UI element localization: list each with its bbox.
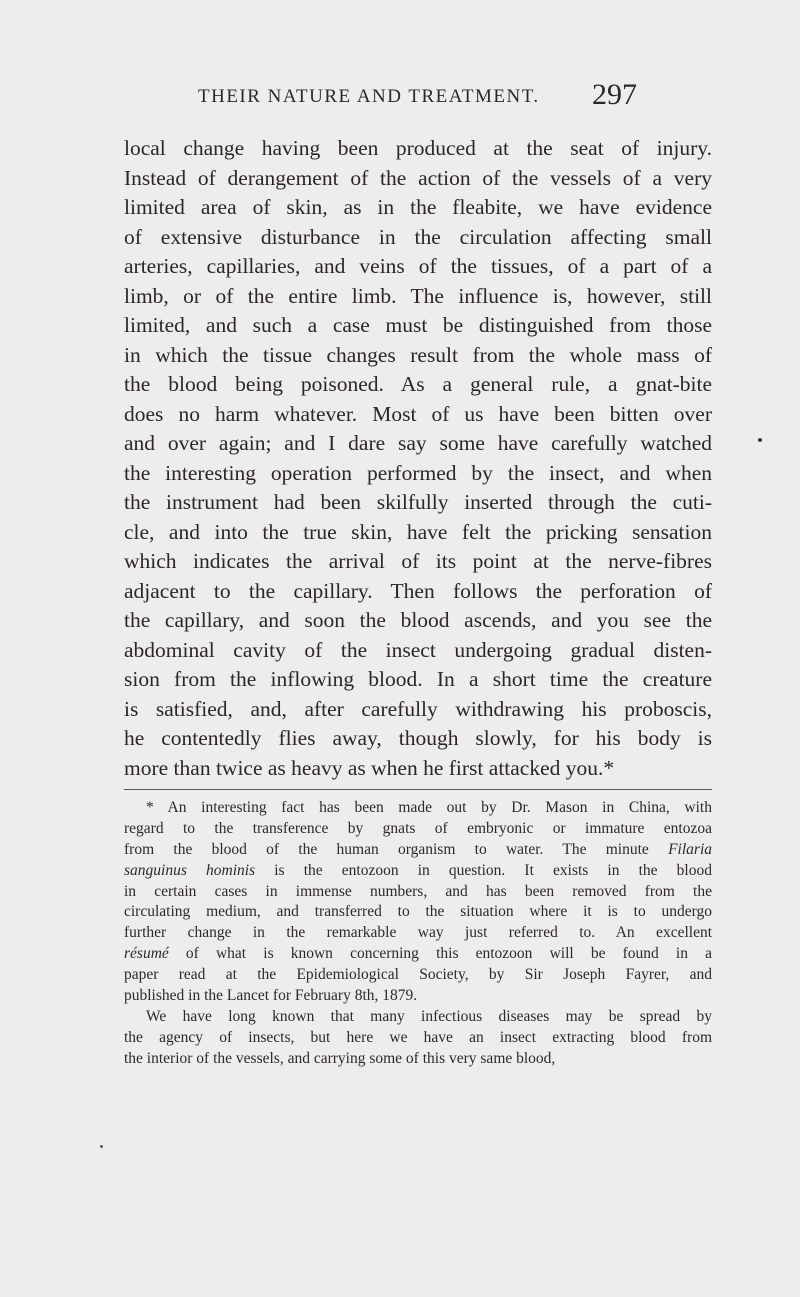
text-line: in which the tissue changes result from the whole mass of [124,342,712,367]
text-line: does no harm whatever. Most of us have been bitten over [124,401,712,426]
footnote-line: regard to the transference by gnats of embryonic or immature entozoa [124,819,712,837]
footnote-italic: sanguinus hominis [124,861,256,879]
text-line: more than twice as heavy as when he first attacked you.* [124,755,615,780]
footnote-line [124,840,712,861]
margin-mark [100,1145,103,1148]
text-line: and over again; and I dare say some have carefully watched [124,431,712,455]
footnote-divider [124,789,712,790]
text-line: is satisfied, and, after carefully withdrawing his proboscis, [124,696,712,721]
page-number: 297 [592,78,637,111]
footnote-text: of what is known concerning this entozoon will be found in a [168,945,712,963]
margin-mark [758,438,762,442]
text-line: the blood being poisoned. As a general rule, a gnat-bite [124,372,712,396]
text-line: limb, or of the entire limb. The influence is, however, still [124,283,712,308]
text-line: limited area of skin, as in the fleabite, we have evidence [124,195,712,219]
text-line: he contentedly flies away, though slowly, for his body is [124,726,712,750]
text-line: adjacent to the capillary. Then follows the perforation of [124,578,712,603]
text-line: the interesting operation performed by the insect, and when [124,460,712,485]
footnote-italic: Filaria [668,840,712,858]
text-line: the instrument had been skilfully inserted through the cuti- [124,490,712,514]
body-text [124,134,712,783]
text-line: local change having been produced at the seat of injury. [124,136,712,160]
text-line: cle, and into the true skin, have felt the pricking sensation [124,519,712,544]
footnote-line: published in the Lancet for February 8th, 1879. [124,987,418,1005]
footnote-line: circulating medium, and transferred to the situation where it is to undergo [124,903,712,921]
text-line: the capillary, and soon the blood ascends, and you see the [124,608,712,632]
footnote-line: in certain cases in immense numbers, and has been removed from the [124,882,712,900]
text-line: sion from the inflowing blood. In a short time the creature [124,667,712,691]
text-line: Instead of derangement of the action of the vessels of a very [124,165,712,190]
footnote-line [124,861,712,882]
footnote-text: is the entozoon in question. It exists in the blood [255,861,712,879]
footnotes [124,798,712,1070]
text-line: arteries, capillaries, and veins of the tissues, of a part of a [124,254,712,278]
footnote-line: the agency of insects, but here we have an insect extracting blood from [124,1028,712,1046]
text-line: abdominal cavity of the insect undergoing gradual disten- [124,637,712,662]
footnote-italic: résumé [124,945,169,963]
footnote-text: from the blood of the human organism to water. The minute [124,840,669,858]
footnote-line: the interior of the vessels, and carrying some of this very same blood, [124,1049,556,1067]
text-line: which indicates the arrival of its point at the nerve-fibres [124,549,712,573]
running-head: THEIR NATURE AND TREATMENT. [198,86,540,107]
footnote-line: paper read at the Epidemiological Society, by Sir Joseph Fayrer, and [124,966,712,984]
footnote-line [124,944,712,965]
text-line: of extensive disturbance in the circulation affecting small [124,224,712,249]
footnote-line: We have long known that many infectious diseases may be spread by [146,1007,712,1025]
text-line: limited, and such a case must be distinguished from those [124,313,712,337]
footnote-line: further change in the remarkable way just referred to. An excellent [124,924,712,942]
footnote-line: * An interesting fact has been made out by Dr. Mason in China, with [146,799,712,816]
